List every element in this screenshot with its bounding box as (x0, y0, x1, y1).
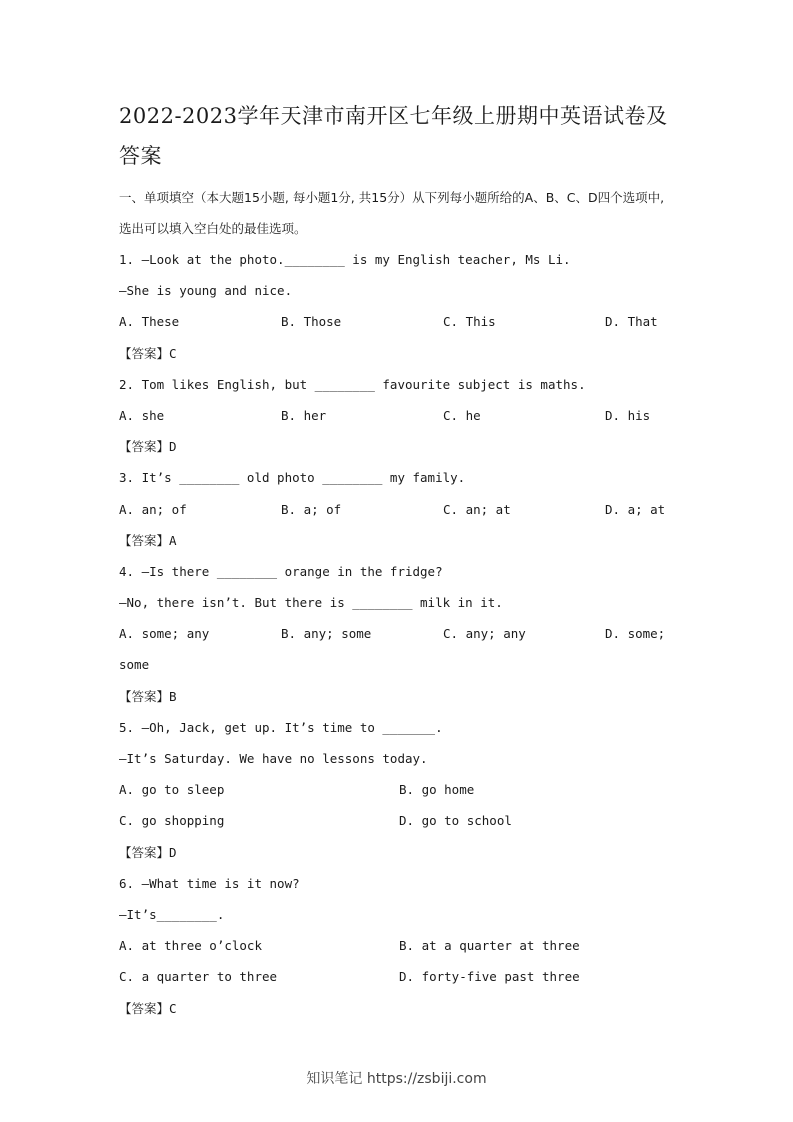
question-6 (119, 868, 679, 1024)
option-c: C. he (443, 407, 481, 423)
option-b: B. her (281, 407, 327, 423)
question-3-answer (119, 525, 679, 556)
option-a: A. These (119, 314, 180, 330)
question-2 (119, 369, 679, 463)
answer-value: D (169, 844, 177, 860)
answer-value: C (169, 1000, 177, 1016)
question-3-stem: 3. It’s ________ old photo ________ my family. (119, 470, 466, 486)
question-5-options-row-1 (119, 774, 679, 805)
option-c: C. an; at (443, 501, 511, 517)
question-1-options (119, 306, 679, 337)
question-5 (119, 712, 679, 868)
question-4-response: —No, there isn’t. But there is ________ milk in it. (119, 595, 503, 611)
option-d: D. a; at (605, 501, 666, 517)
option-a: A. go to sleep (119, 782, 225, 798)
question-5-stem: 5. —Oh, Jack, get up. It’s time to _______. (119, 719, 443, 735)
answer-value: A (169, 532, 177, 548)
option-b: B. Those (281, 314, 342, 330)
answer-label: 【答案】 (119, 844, 170, 860)
question-5-answer (119, 837, 679, 868)
question-6-options-row-2 (119, 961, 679, 992)
question-2-answer (119, 431, 679, 462)
option-d: D. forty-five past three (399, 969, 580, 985)
question-1 (119, 244, 679, 369)
option-d: D. some; (605, 626, 666, 642)
option-d: D. his (605, 407, 651, 423)
question-1-answer (119, 338, 679, 369)
option-b: B. go home (399, 782, 475, 798)
question-4-options (119, 618, 679, 649)
answer-label: 【答案】 (119, 345, 170, 361)
question-1-response: —She is young and nice. (119, 283, 293, 299)
option-b: B. any; some (281, 626, 372, 642)
option-a: A. some; any (119, 626, 210, 642)
document-title: 2022-2023学年天津市南开区七年级上册期中英语试卷及答案 (119, 104, 668, 168)
answer-label: 【答案】 (119, 1000, 170, 1016)
option-c: C. go shopping (119, 813, 225, 829)
question-1-stem: 1. —Look at the photo.________ is my English teacher, Ms Li. (119, 252, 571, 267)
option-b: B. at a quarter at three (399, 938, 580, 954)
question-5-options-row-2 (119, 805, 679, 836)
option-c: C. any; any (443, 626, 526, 642)
question-4 (119, 556, 679, 712)
question-3-options (119, 494, 679, 525)
option-a: A. at three o’clock (119, 938, 262, 954)
answer-label: 【答案】 (119, 439, 170, 455)
option-d: D. That (605, 314, 658, 330)
option-d-wrap: some (119, 657, 150, 673)
answer-value: D (169, 439, 177, 455)
answer-value: C (169, 345, 177, 361)
question-2-stem: 2. Tom likes English, but ________ favourite subject is maths. (119, 376, 586, 392)
question-2-options (119, 400, 679, 431)
answer-label: 【答案】 (119, 532, 170, 548)
option-d: D. go to school (399, 813, 512, 829)
question-5-response: —It’s Saturday. We have no lessons today. (119, 751, 428, 766)
option-b: B. a; of (281, 501, 342, 517)
footer-watermark: 知识笔记 https://zsbiji.com (306, 1071, 487, 1087)
question-4-answer (119, 681, 679, 712)
question-6-stem: 6. —What time is it now? (119, 875, 300, 891)
question-4-stem: 4. —Is there ________ orange in the fridge? (119, 563, 443, 579)
section-heading: 一、单项填空（本大题15小题, 每小题1分, 共15分）从下列每小题所给的A、B、C、D四个选项中, 选出可以填入空白处的最佳选项。 (119, 190, 665, 236)
option-c: C. a quarter to three (119, 969, 278, 985)
option-a: A. an; of (119, 501, 187, 517)
question-6-options-row-1 (119, 930, 679, 961)
question-6-answer (119, 993, 679, 1024)
answer-label: 【答案】 (119, 688, 170, 704)
answer-value: B (169, 688, 177, 704)
option-c: C. This (443, 314, 496, 330)
question-6-response: —It’s________. (119, 906, 225, 922)
question-3 (119, 462, 679, 556)
exam-page (119, 96, 679, 1024)
option-a: A. she (119, 407, 165, 423)
